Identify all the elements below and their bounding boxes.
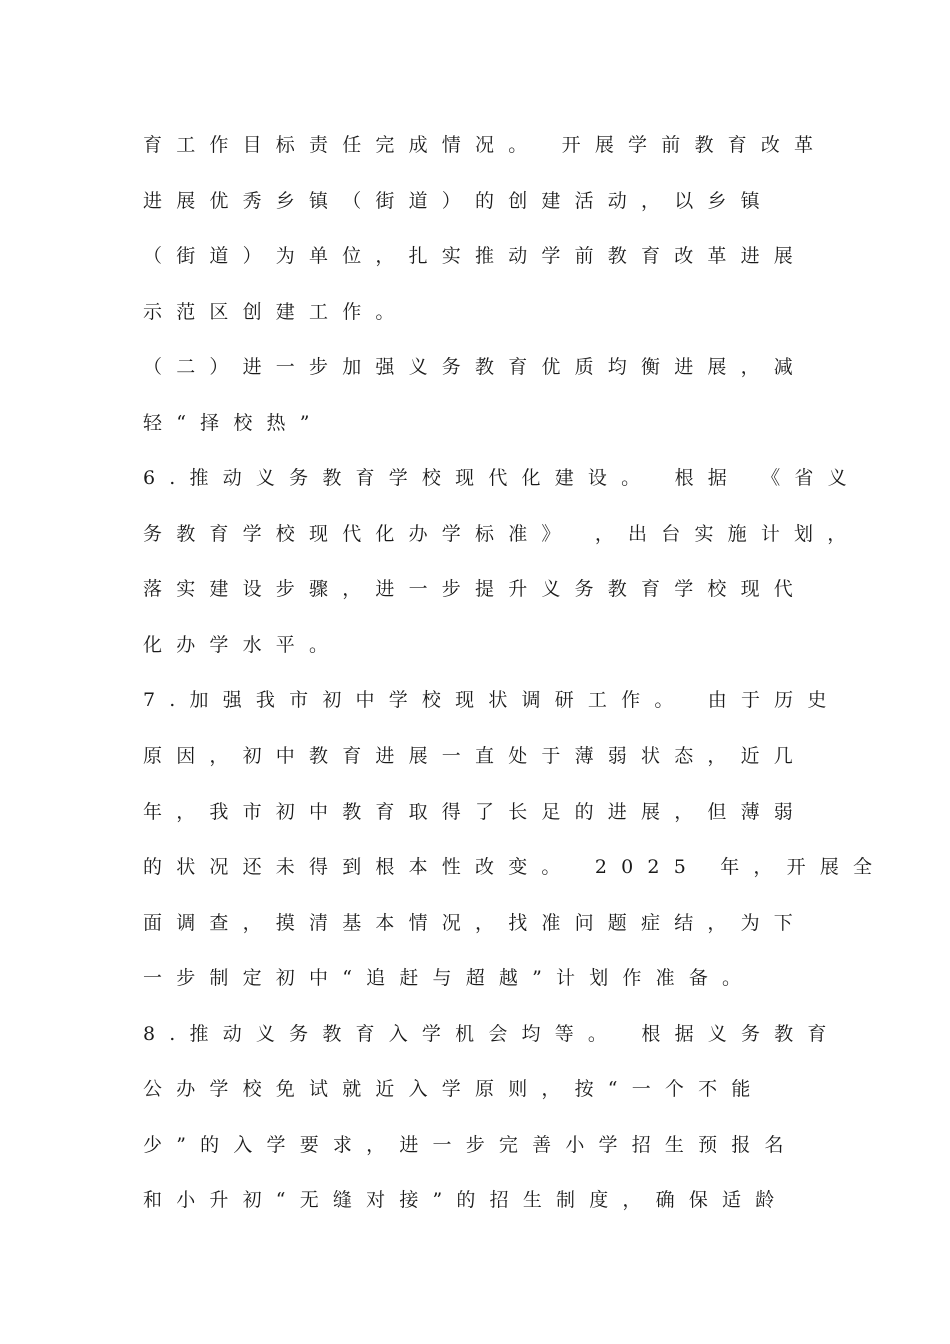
text-line: 育工作目标责任完成情况。 开展学前教育改革 bbox=[143, 134, 828, 156]
text-line: 年，我市初中教育取得了长足的进展，但薄弱 bbox=[143, 801, 808, 823]
text-line: 一步制定初中“追赶与超越”计划作准备。 bbox=[143, 967, 756, 989]
section-heading: 轻“择校热” bbox=[143, 412, 324, 434]
text-line: 6.推动义务教育学校现代化建设。 根据 《省义 bbox=[143, 467, 861, 489]
text-line: 进展优秀乡镇（街道）的创建活动，以乡镇 bbox=[143, 190, 774, 212]
text-line: （街道）为单位，扎实推动学前教育改革进展 bbox=[143, 245, 808, 267]
text-line: 公办学校免试就近入学原则，按“一个不能 bbox=[143, 1078, 765, 1100]
text-line: 少”的入学要求，进一步完善小学招生预报名 bbox=[143, 1134, 798, 1156]
text-line: 示范区创建工作。 bbox=[143, 301, 409, 323]
text-line: 的状况还未得到根本性改变。 2025 年，开展全 bbox=[143, 856, 887, 878]
section-heading: （二）进一步加强义务教育优质均衡进展，减 bbox=[143, 356, 808, 378]
text-line: 和小升初“无缝对接”的招生制度，确保适龄 bbox=[143, 1189, 789, 1211]
text-line: 原因，初中教育进展一直处于薄弱状态，近几 bbox=[143, 745, 808, 767]
text-line: 8.推动义务教育入学机会均等。 根据义务教育 bbox=[143, 1023, 841, 1045]
text-line: 化办学水平。 bbox=[143, 634, 343, 656]
text-line: 7.加强我市初中学校现状调研工作。 由于历史 bbox=[143, 689, 841, 711]
text-line: 落实建设步骤，进一步提升义务教育学校现代 bbox=[143, 578, 808, 600]
text-line: 务教育学校现代化办学标准》 ，出台实施计划， bbox=[143, 523, 861, 545]
text-line: 面调查，摸清基本情况，找准问题症结，为下 bbox=[143, 912, 808, 934]
